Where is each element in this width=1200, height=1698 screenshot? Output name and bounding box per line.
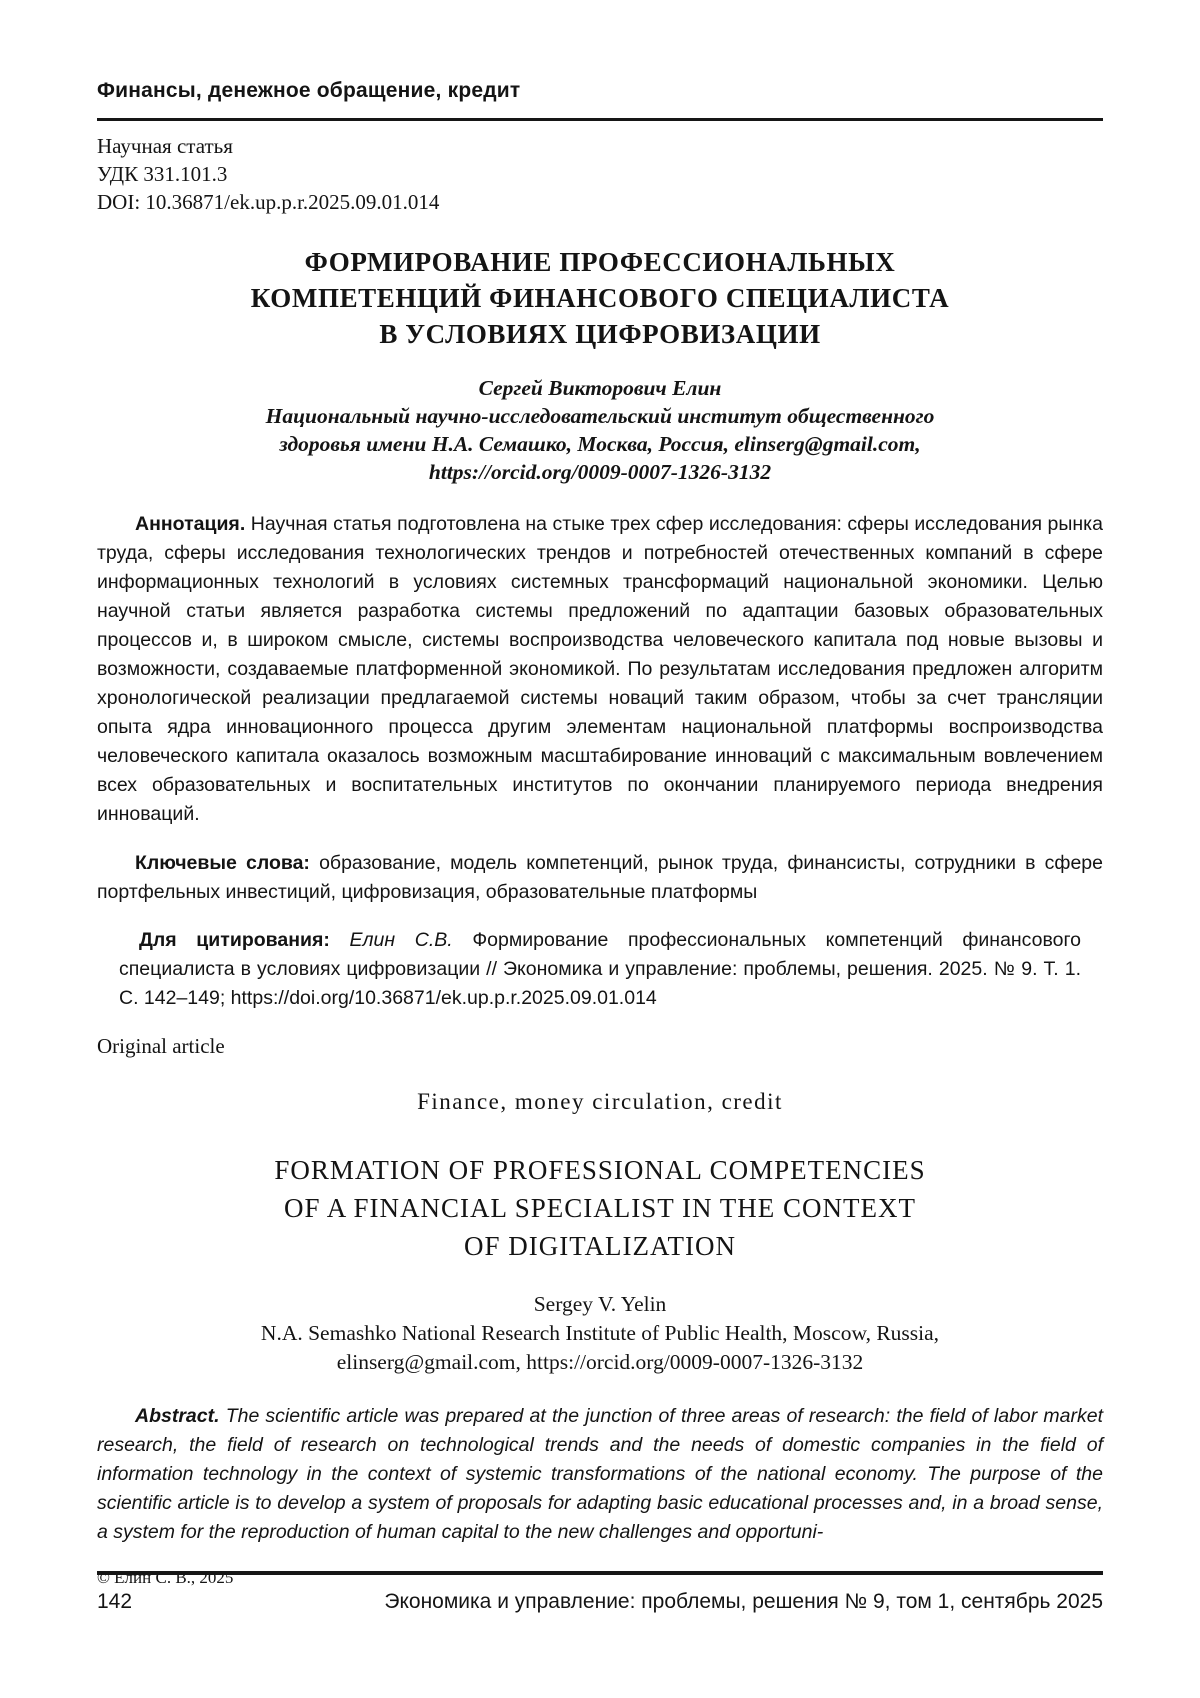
citation-author: Елин С.В. bbox=[349, 929, 453, 951]
citation-block bbox=[97, 926, 1103, 1013]
title-ru-line-2: КОМПЕТЕНЦИЙ ФИНАНСОВОГО СПЕЦИАЛИСТА bbox=[250, 283, 950, 313]
udc-number: УДК 331.101.3 bbox=[97, 162, 228, 186]
abstract-en bbox=[97, 1402, 1103, 1547]
affiliation-en-line-2: elinserg@gmail.com, https://orcid.org/0009-0007-1326-3132 bbox=[336, 1350, 864, 1374]
author-name-ru: Сергей Викторович Елин bbox=[478, 376, 722, 400]
author-block-en bbox=[97, 1290, 1103, 1377]
author-name-en: Sergey V. Yelin bbox=[533, 1292, 667, 1316]
title-en-line-2: OF A FINANCIAL SPECIALIST IN THE CONTEXT bbox=[283, 1193, 917, 1223]
affiliation-ru-line-2: здоровья имени Н.А. Семашко, Москва, Россия, elinserg@gmail.com, bbox=[279, 432, 921, 456]
keywords-ru-text: образование, модель компетенций, рынок труда, финансисты, сотрудники в сфере портфельных инвестиций, цифровизация, образовательные платформы bbox=[97, 851, 1103, 903]
journal-section-header: Финансы, денежное обращение, кредит bbox=[97, 79, 521, 102]
abstract-ru-text: Научная статья подготовлена на стыке трех сфер исследования: сферы исследования рынка труда, сферы исследования технологических трендов и потребностей отечественных компаний в сфере информационных технологий в условиях системных трансформаций национальной экономики. Целью научной статьи является разработка системы предложений по адаптации базовых образовательных процессов и, в широком смысле, системы воспроизводства человеческого капитала под новые вызовы и возможности, создаваемые платформенной экономикой. По результатам исследования предложен алгоритм хронологической реализации предлагаемой системы новаций таким образом, чтобы за счет трансляции опыта ядра инновационного процесса другим элементам национальной платформы воспроизводства человеческого капитала оказалось возможным масштабирование инноваций с максимальным вовлечением всех образовательных и воспитательных институтов по окончании планируемого периода внедрения инноваций. bbox=[97, 513, 1103, 825]
abstract-ru-label: Аннотация. bbox=[135, 513, 246, 535]
keywords-ru-label: Ключевые слова: bbox=[135, 851, 310, 874]
article-meta bbox=[97, 132, 1103, 216]
author-block-ru bbox=[97, 374, 1103, 486]
title-ru-line-1: ФОРМИРОВАНИЕ ПРОФЕССИОНАЛЬНЫХ bbox=[304, 247, 896, 277]
title-ru-line-3: В УСЛОВИЯХ ЦИФРОВИЗАЦИИ bbox=[379, 319, 821, 349]
abstract-en-text: The scientific article was prepared at the junction of three areas of research: the field of labor market research, the field of research on technological trends and the needs of domestic companies in the field of information technology in the context of systemic transformations of the national economy. The purpose of the scientific article is to develop a system of proposals for adapting basic educational processes and, in a broad sense, a system for the reproduction of human capital to the new challenges and opportuni- bbox=[97, 1405, 1103, 1543]
article-title-en bbox=[97, 1151, 1103, 1265]
citation-text: Формирование профессиональных компетенций финансового специалиста в условиях цифровизации // Экономика и управление: проблемы, решения. 2025. № 9. Т. 1. С. 142–149; https://doi.org/10.36871/ek.up.p.r.2025.09.01.014 bbox=[119, 929, 1082, 1009]
keywords-ru bbox=[97, 849, 1103, 907]
journal-section-en: Finance, money circulation, credit bbox=[417, 1089, 783, 1114]
affiliation-ru-line-1: Национальный научно-исследовательский институт общественного bbox=[265, 404, 935, 428]
journal-footer-line: Экономика и управление: проблемы, решения № 9, том 1, сентябрь 2025 bbox=[384, 1590, 1103, 1613]
citation-label: Для цитирования: bbox=[139, 929, 330, 951]
orcid-ru: https://orcid.org/0009-0007-1326-3132 bbox=[428, 460, 772, 484]
copyright-line: © Елин С. В., 2025 bbox=[97, 1567, 234, 1587]
abstract-ru bbox=[97, 510, 1103, 829]
page-number: 142 bbox=[97, 1590, 133, 1613]
footer-rule bbox=[97, 1571, 1103, 1575]
article-type-ru: Научная статья bbox=[97, 134, 233, 158]
doi-line: DOI: 10.36871/ek.up.p.r.2025.09.01.014 bbox=[97, 190, 440, 214]
title-en-line-1: FORMATION OF PROFESSIONAL COMPETENCIES bbox=[274, 1155, 926, 1185]
article-title-ru bbox=[97, 244, 1103, 352]
header-rule bbox=[97, 118, 1103, 121]
affiliation-en-line-1: N.A. Semashko National Research Institute of Public Health, Moscow, Russia, bbox=[260, 1321, 940, 1345]
page-footer bbox=[97, 1589, 1103, 1615]
title-en-line-3: OF DIGITALIZATION bbox=[463, 1231, 737, 1261]
article-type-en: Original article bbox=[97, 1034, 225, 1058]
abstract-en-label: Abstract. bbox=[135, 1405, 220, 1427]
